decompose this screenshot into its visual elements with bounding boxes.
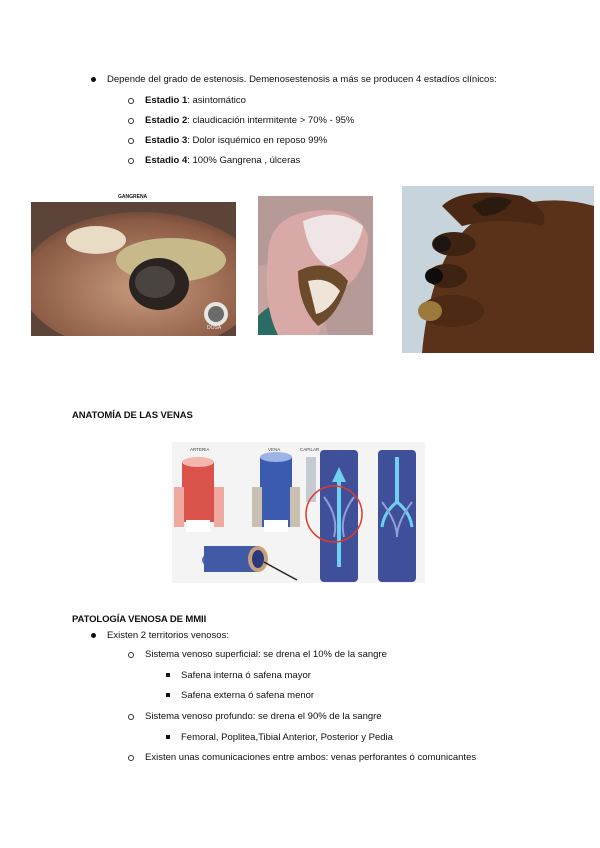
stage-label: Estadio 4 (145, 155, 188, 166)
bullet-square (166, 735, 170, 739)
vein-anatomy-diagram (172, 442, 425, 583)
safena-interna-text: Safena interna ó safena mayor (181, 670, 311, 681)
bullet-circle (128, 118, 134, 124)
bullet-circle (128, 714, 134, 720)
stage-1-item (145, 95, 246, 107)
bullet-dot (91, 77, 96, 82)
anatomy-heading: ANATOMÍA DE LAS VENAS (72, 410, 193, 421)
stage-label: Estadio 1 (145, 95, 188, 106)
safena-externa-text: Safena externa ó safena menor (181, 690, 315, 701)
bullet-circle (128, 755, 134, 761)
necrotic-toe-illustration (258, 196, 373, 335)
bullet-dot (91, 633, 96, 638)
stage-3-item (145, 135, 327, 147)
necrotic-toe-photo (258, 196, 373, 335)
gangrene-toe-photo (31, 202, 236, 336)
territories-text: Existen 2 territorios venosos: (107, 630, 229, 641)
stage-text: : Dolor isquémico en reposo 99% (187, 135, 328, 146)
bullet-circle (128, 158, 134, 164)
stage-label: Estadio 3 (145, 135, 188, 146)
stage-4-item (145, 155, 300, 167)
stage-2-item (145, 115, 354, 127)
deep-veins-list-text: Femoral, Poplitea,Tibial Anterior, Posterior y Pedia (181, 732, 393, 743)
stage-text: : asintomático (187, 95, 246, 106)
bullet-circle (128, 138, 134, 144)
gangrene-toe-illustration (31, 202, 236, 336)
diagram-label-capillary: CAPILAR (300, 447, 320, 452)
pathology-heading: PATOLOGÍA VENOSA DE MMII (72, 614, 207, 625)
diagram-label-artery: ARTERIA (190, 447, 210, 452)
stage-text: : claudicación intermitente > 70% - 95% (187, 115, 355, 126)
stage-text: : 100% Gangrena , úlceras (187, 155, 301, 166)
diagram-label-vein: VENA (268, 447, 281, 452)
stage-label: Estadio 2 (145, 115, 188, 126)
perforating-veins-text: Existen unas comunicaciones entre ambos: venas perforantes ó comunicantes (145, 752, 477, 763)
gangrenous-foot-photo (402, 186, 594, 353)
deep-system-text: Sistema venoso profundo: se drena el 90% de la sangre (145, 711, 382, 722)
bullet-circle (128, 98, 134, 104)
dosa-watermark: DOSA (207, 325, 222, 331)
photo-caption-gangrena: GANGRENA (118, 194, 148, 200)
gangrenous-foot-illustration (402, 186, 594, 353)
bullet-square (166, 693, 170, 697)
superficial-system-text: Sistema venoso superficial: se drena el 10% de la sangre (145, 649, 387, 660)
bullet-circle (128, 652, 134, 658)
bullet-square (166, 673, 170, 677)
vein-anatomy-illustration (172, 442, 425, 583)
stenosis-intro-text: Depende del grado de estenosis. Demenosestenosis a más se producen 4 estadíos clínicos: (107, 74, 497, 85)
